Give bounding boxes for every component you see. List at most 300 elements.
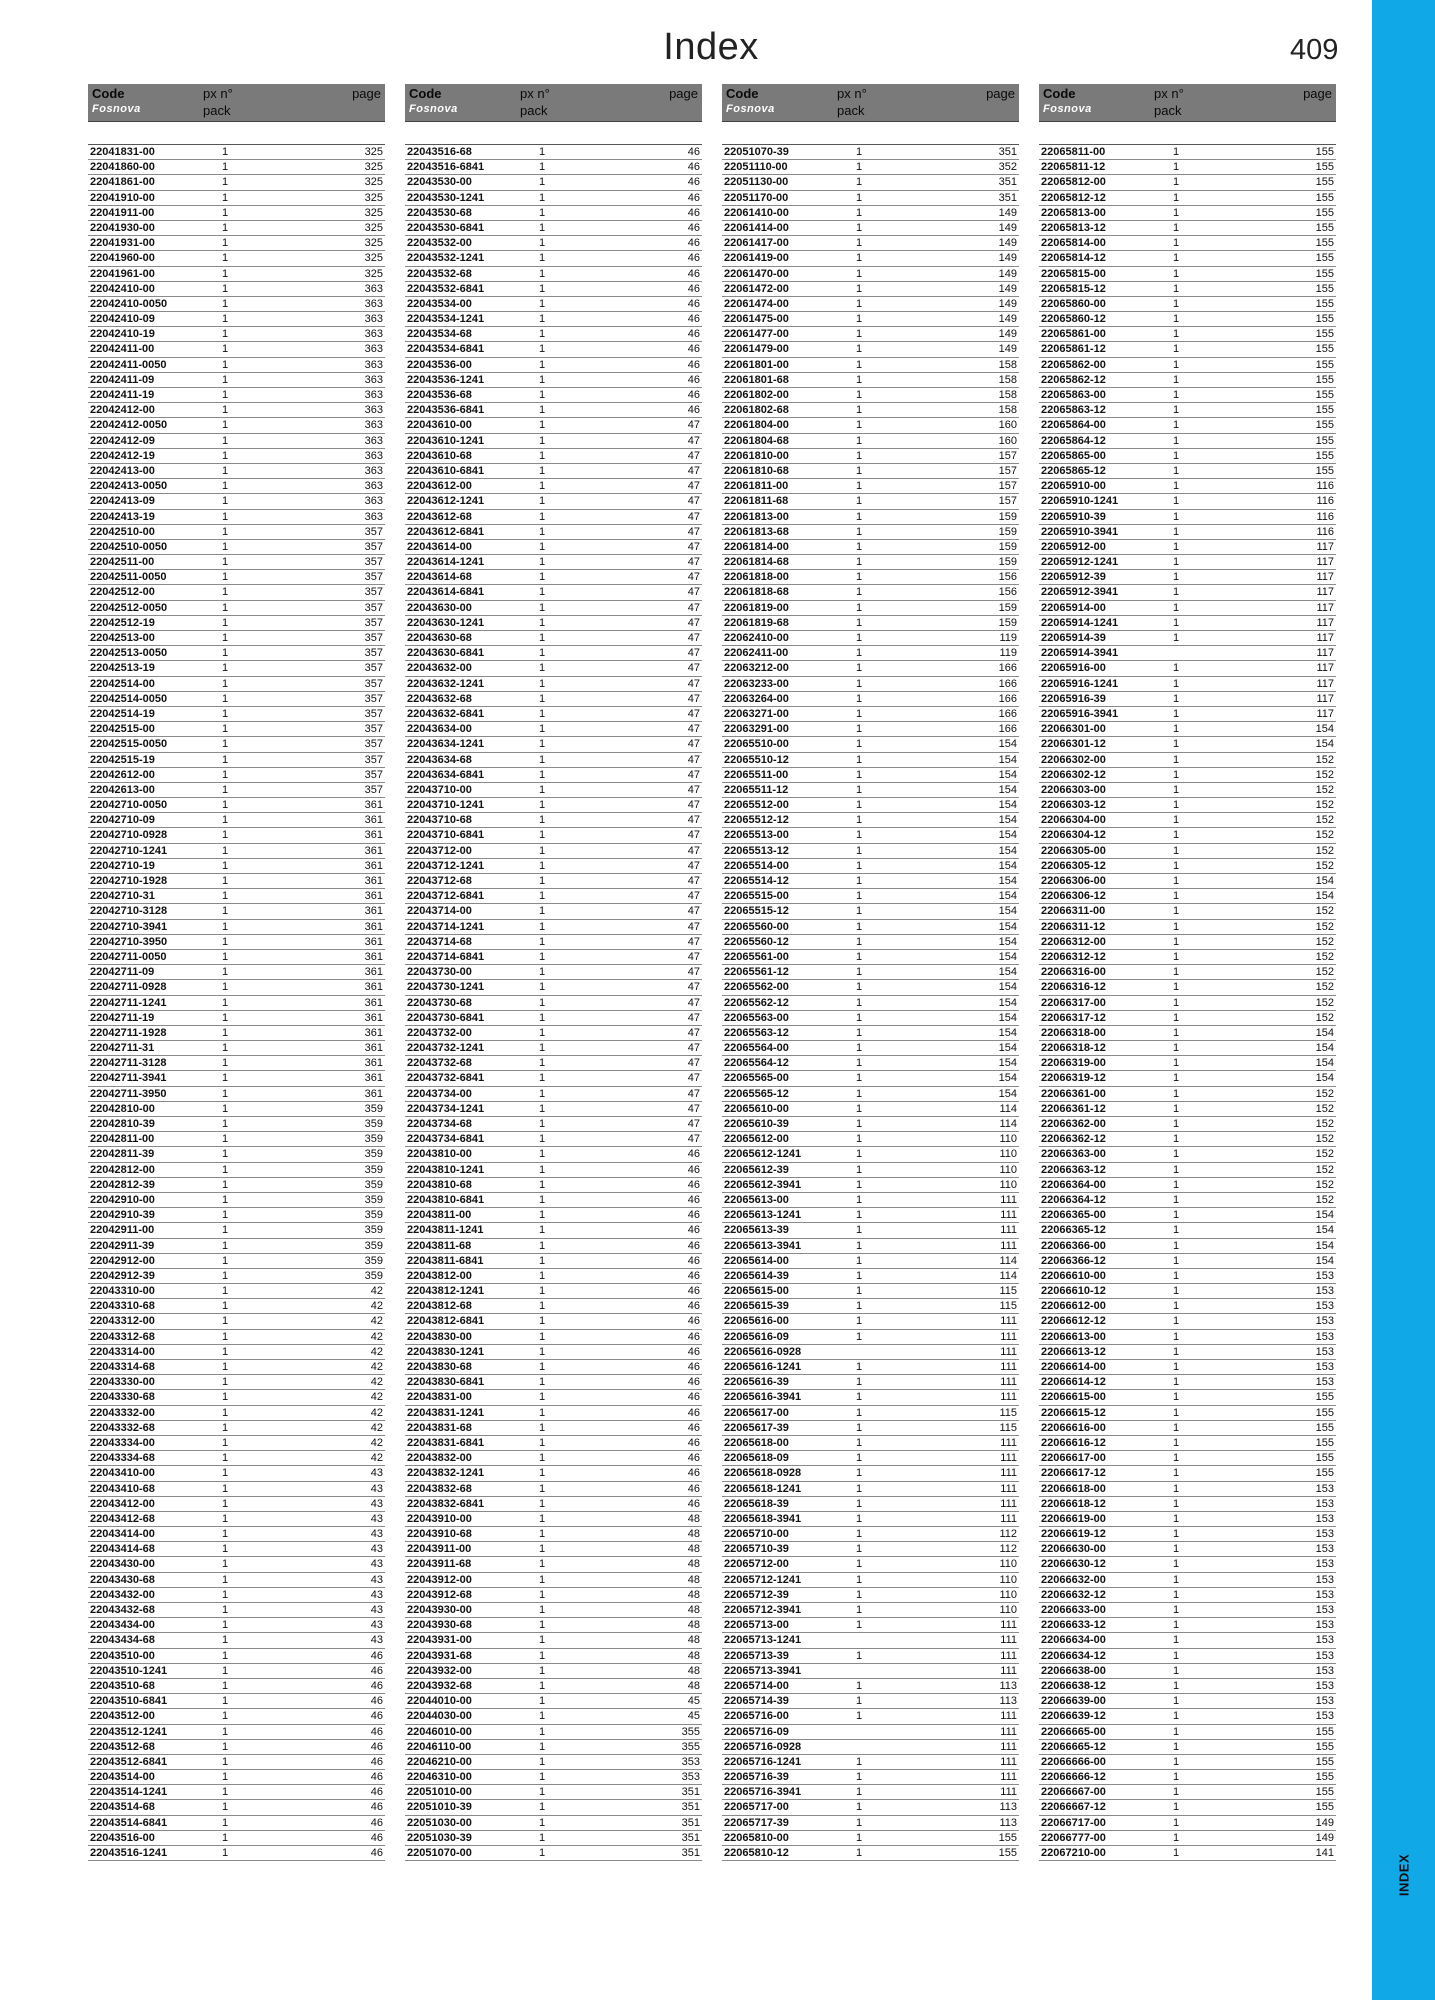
product-code: 22043712-6841 — [407, 890, 485, 903]
product-code: 22065617-00 — [724, 1406, 789, 1419]
page-ref: 47 — [687, 1133, 700, 1146]
page-ref: 154 — [998, 1072, 1017, 1085]
index-row — [1039, 327, 1336, 342]
pack-header: pack — [1154, 103, 1182, 118]
product-code: 22043910-00 — [407, 1512, 472, 1525]
index-row — [405, 1071, 702, 1086]
pack-quantity: 1 — [539, 525, 546, 538]
product-code: 22043536-1241 — [407, 373, 485, 386]
page-ref: 47 — [687, 1057, 700, 1070]
product-code: 22061814-68 — [724, 556, 789, 569]
pack-quantity: 1 — [539, 495, 546, 508]
pack-quantity: 1 — [539, 1148, 546, 1161]
product-code: 22043614-1241 — [407, 556, 485, 569]
pack-quantity: 1 — [222, 525, 229, 538]
index-row — [722, 920, 1019, 935]
index-row — [1039, 1633, 1336, 1648]
index-row — [405, 1117, 702, 1132]
page-ref: 46 — [687, 1406, 700, 1419]
product-code: 22042912-39 — [90, 1269, 155, 1282]
page-ref: 111 — [1000, 1193, 1017, 1206]
page-ref: 117 — [1316, 662, 1334, 675]
product-code: 22042512-00 — [90, 586, 155, 599]
pack-quantity: 1 — [222, 768, 229, 781]
pack-quantity: 1 — [1173, 1740, 1180, 1753]
index-row — [1039, 1178, 1336, 1193]
index-row — [722, 342, 1019, 357]
index-row — [722, 1466, 1019, 1481]
index-row — [1039, 1755, 1336, 1770]
index-row — [88, 1087, 385, 1102]
pack-quantity: 1 — [539, 1391, 546, 1404]
product-code: 22066306-00 — [1041, 875, 1106, 887]
pack-quantity: 1 — [1173, 935, 1180, 948]
pack-quantity: 1 — [222, 540, 229, 553]
product-code: 22043312-00 — [90, 1315, 155, 1328]
page-ref: 47 — [687, 1102, 700, 1115]
product-code: 22051070-00 — [407, 1847, 472, 1859]
pack-quantity: 1 — [539, 586, 546, 599]
index-row — [722, 768, 1019, 783]
index-row — [1039, 859, 1336, 874]
product-code: 22066361-12 — [1041, 1102, 1106, 1115]
index-row — [722, 373, 1019, 388]
pack-quantity: 1 — [222, 571, 229, 584]
page-ref: 46 — [687, 146, 700, 158]
pack-quantity: 1 — [1173, 525, 1180, 538]
pack-quantity: 1 — [539, 966, 546, 979]
product-code: 22061417-00 — [724, 237, 789, 250]
pack-quantity: 1 — [539, 1300, 546, 1313]
index-row — [88, 342, 385, 357]
product-code: 22043732-6841 — [407, 1072, 485, 1085]
product-code: 22043514-00 — [90, 1771, 155, 1784]
pack-quantity: 1 — [856, 950, 863, 963]
product-code: 22065814-12 — [1041, 252, 1106, 265]
pack-quantity: 1 — [222, 950, 229, 963]
pack-quantity: 1 — [856, 586, 863, 599]
index-row — [1039, 1527, 1336, 1542]
page-ref: 157 — [998, 449, 1017, 462]
product-code: 22043516-00 — [90, 1831, 155, 1844]
pack-quantity: 1 — [856, 495, 863, 508]
product-code: 22043330-00 — [90, 1376, 155, 1389]
page-ref: 149 — [998, 221, 1017, 234]
page-ref: 154 — [998, 1011, 1017, 1024]
pack-quantity: 1 — [856, 1467, 863, 1480]
pack-quantity: 1 — [856, 814, 863, 827]
index-row — [722, 1846, 1019, 1861]
page-ref: 111 — [1000, 1740, 1017, 1753]
pack-quantity: 1 — [1173, 1254, 1180, 1267]
pack-quantity: 1 — [856, 1543, 863, 1556]
index-row — [405, 1573, 702, 1588]
product-code: 22042710-3950 — [90, 935, 168, 948]
pack-quantity: 1 — [856, 1695, 863, 1708]
product-code: 22042911-00 — [90, 1224, 155, 1237]
pack-quantity: 1 — [856, 783, 863, 796]
pack-quantity: 1 — [856, 1072, 863, 1085]
page-ref: 359 — [364, 1133, 383, 1146]
index-row — [405, 1740, 702, 1755]
product-code: 22065713-1241 — [724, 1634, 802, 1647]
pack-quantity: 1 — [856, 1497, 863, 1510]
page-ref: 359 — [364, 1102, 383, 1115]
index-row — [405, 768, 702, 783]
index-row — [722, 221, 1019, 236]
page-ref: 111 — [1000, 1315, 1017, 1328]
pack-quantity: 1 — [856, 480, 863, 493]
page-ref: 46 — [687, 1209, 700, 1222]
product-code: 22051110-00 — [724, 161, 788, 174]
product-code: 22042514-0050 — [90, 692, 168, 705]
index-row — [722, 191, 1019, 206]
code-header: Code — [1043, 86, 1076, 101]
product-code: 22066777-00 — [1041, 1831, 1106, 1844]
page-ref: 47 — [687, 935, 700, 948]
product-code: 22043430-68 — [90, 1573, 155, 1586]
product-code: 22041910-00 — [90, 191, 155, 204]
page-ref: 111 — [1000, 1209, 1017, 1222]
product-code: 22041960-00 — [90, 252, 155, 265]
product-code: 22042411-19 — [90, 389, 155, 401]
product-code: 22061819-00 — [724, 601, 789, 614]
pack-quantity: 1 — [856, 1771, 863, 1784]
index-row — [722, 1071, 1019, 1086]
pack-quantity: 1 — [222, 1755, 229, 1768]
pack-quantity: 1 — [1173, 267, 1180, 280]
index-row — [405, 175, 702, 190]
page-ref: 117 — [1316, 692, 1334, 705]
product-code: 22065811-12 — [1041, 161, 1106, 174]
index-row — [405, 464, 702, 479]
pack-quantity: 1 — [1173, 799, 1180, 812]
product-code: 22065714-00 — [724, 1679, 789, 1692]
pack-quantity: 1 — [222, 1467, 229, 1480]
index-row — [88, 935, 385, 950]
pack-quantity: 1 — [1173, 1376, 1180, 1389]
page-ref: 155 — [1315, 1801, 1334, 1814]
product-code: 22065618-39 — [724, 1497, 789, 1510]
product-code: 22065613-39 — [724, 1224, 789, 1237]
pack-quantity: 1 — [1173, 404, 1180, 417]
index-row — [722, 525, 1019, 540]
page-ref: 152 — [1315, 966, 1334, 979]
pack-quantity: 1 — [539, 419, 546, 432]
product-code: 22043634-1241 — [407, 738, 485, 751]
page-ref: 47 — [687, 1072, 700, 1085]
index-row — [405, 1618, 702, 1633]
pack-quantity: 1 — [222, 1391, 229, 1404]
product-code: 22043610-68 — [407, 449, 472, 462]
index-row — [405, 160, 702, 175]
page-ref: 158 — [998, 358, 1017, 371]
pack-quantity: 1 — [222, 1042, 229, 1055]
index-row — [88, 1041, 385, 1056]
page-ref: 42 — [370, 1376, 383, 1389]
index-row — [1039, 1664, 1336, 1679]
pack-quantity: 1 — [222, 267, 229, 280]
page-ref: 363 — [364, 343, 383, 356]
product-code: 22043710-1241 — [407, 799, 485, 812]
page-ref: 155 — [1315, 1467, 1334, 1480]
page-ref: 363 — [364, 510, 383, 523]
pack-quantity: 1 — [1173, 1604, 1180, 1616]
page-ref: 351 — [681, 1816, 700, 1829]
page-ref: 155 — [1315, 1771, 1334, 1784]
page-ref: 48 — [687, 1634, 700, 1647]
page-ref: 152 — [1315, 905, 1334, 918]
pack-quantity: 1 — [856, 1649, 863, 1662]
page-ref: 43 — [370, 1588, 383, 1601]
index-row — [405, 327, 702, 342]
page-ref: 111 — [1000, 1224, 1017, 1237]
page-ref: 152 — [1315, 799, 1334, 812]
pack-quantity: 1 — [539, 996, 546, 1009]
index-row — [722, 1557, 1019, 1572]
product-code: 22065610-39 — [724, 1118, 789, 1130]
page-ref: 154 — [1315, 1224, 1334, 1237]
product-code: 22043614-6841 — [407, 586, 485, 599]
pack-quantity: 1 — [1173, 464, 1180, 477]
page-ref: 111 — [1000, 1482, 1017, 1495]
pack-quantity: 1 — [856, 920, 863, 933]
product-code: 22043810-1241 — [407, 1163, 485, 1176]
index-row — [722, 510, 1019, 525]
page-ref: 154 — [1315, 723, 1334, 736]
pack-header: pack — [203, 103, 231, 118]
product-code: 22043534-00 — [407, 297, 472, 310]
pack-quantity: 1 — [856, 1831, 863, 1844]
index-row — [88, 1542, 385, 1557]
index-row — [405, 1603, 702, 1618]
product-code: 22051030-00 — [407, 1816, 472, 1829]
index-row — [405, 661, 702, 676]
product-code: 22066665-12 — [1041, 1740, 1106, 1753]
product-code: 22065713-39 — [724, 1649, 789, 1662]
pack-quantity: 1 — [222, 1254, 229, 1267]
pack-quantity: 1 — [856, 1710, 863, 1723]
brand-logo: Fosnova — [409, 103, 458, 115]
product-code: 22043712-1241 — [407, 859, 485, 872]
page-ref: 154 — [998, 829, 1017, 842]
product-code: 22065513-00 — [724, 829, 789, 842]
product-code: 22042514-00 — [90, 677, 155, 690]
pack-quantity: 1 — [222, 1831, 229, 1844]
index-row — [88, 737, 385, 752]
index-row — [1039, 1390, 1336, 1405]
pack-quantity: 1 — [856, 161, 863, 174]
page-ref: 149 — [1315, 1816, 1334, 1829]
index-row — [722, 1482, 1019, 1497]
index-row — [722, 1679, 1019, 1694]
page-ref: 46 — [687, 297, 700, 310]
page-ref: 155 — [1315, 343, 1334, 356]
pack-quantity: 1 — [1173, 1512, 1180, 1525]
page-ref: 363 — [364, 328, 383, 341]
index-row — [88, 1497, 385, 1512]
pack-quantity: 1 — [1173, 677, 1180, 690]
page-ref: 115 — [999, 1406, 1017, 1419]
page-ref: 111 — [1000, 1755, 1017, 1768]
px-header: px n° — [520, 86, 550, 101]
pack-quantity: 1 — [222, 890, 229, 903]
product-code: 22043536-00 — [407, 358, 472, 371]
index-row — [1039, 798, 1336, 813]
column-header — [88, 84, 385, 122]
pack-quantity: 1 — [1173, 996, 1180, 1009]
page-ref: 47 — [687, 464, 700, 477]
pack-quantity: 1 — [539, 434, 546, 447]
pack-quantity: 1 — [222, 966, 229, 979]
page-ref: 153 — [1315, 1679, 1334, 1692]
page-ref: 155 — [1315, 358, 1334, 371]
index-row — [1039, 722, 1336, 737]
index-row — [405, 1770, 702, 1785]
index-row — [1039, 585, 1336, 600]
page-ref: 361 — [364, 799, 383, 812]
product-code: 22042812-00 — [90, 1163, 155, 1176]
page-ref: 155 — [1315, 373, 1334, 386]
pack-quantity: 1 — [1173, 495, 1180, 508]
pack-quantity: 1 — [1173, 1664, 1180, 1677]
index-rows — [1039, 144, 1336, 1861]
product-code: 22065564-12 — [724, 1057, 789, 1070]
page-ref: 359 — [364, 1224, 383, 1237]
page-ref: 154 — [998, 768, 1017, 781]
product-code: 22066301-12 — [1041, 738, 1106, 751]
product-code: 22066634-00 — [1041, 1634, 1106, 1647]
product-code: 22043510-00 — [90, 1649, 155, 1662]
product-code: 22066633-12 — [1041, 1619, 1106, 1632]
pack-quantity: 1 — [1173, 1026, 1180, 1039]
page-ref: 154 — [1315, 738, 1334, 751]
pack-quantity: 1 — [222, 1497, 229, 1510]
pack-quantity: 1 — [856, 404, 863, 417]
page-ref: 155 — [1315, 146, 1334, 158]
index-row — [405, 828, 702, 843]
page-ref: 110 — [999, 1588, 1017, 1601]
product-code: 22051010-39 — [407, 1801, 472, 1814]
page-ref: 152 — [1315, 981, 1334, 994]
page-ref: 152 — [1315, 1011, 1334, 1024]
product-code: 22042710-1241 — [90, 844, 168, 857]
page-ref: 166 — [998, 662, 1017, 675]
page-ref: 46 — [687, 1178, 700, 1191]
product-code: 22043612-1241 — [407, 495, 485, 508]
pack-quantity: 1 — [222, 1330, 229, 1343]
page-ref: 47 — [687, 1118, 700, 1130]
index-row — [88, 1633, 385, 1648]
pack-quantity: 1 — [856, 1118, 863, 1130]
pack-quantity: 1 — [539, 237, 546, 250]
pack-quantity: 1 — [1173, 920, 1180, 933]
page-ref: 155 — [1315, 1755, 1334, 1768]
product-code: 22042710-1928 — [90, 875, 168, 887]
page-ref: 47 — [687, 950, 700, 963]
pack-quantity: 1 — [222, 1528, 229, 1541]
pack-quantity: 1 — [222, 753, 229, 766]
pack-quantity: 1 — [222, 358, 229, 371]
pack-quantity: 1 — [539, 935, 546, 948]
page-ref: 111 — [1000, 1649, 1017, 1662]
pack-quantity: 1 — [222, 1026, 229, 1039]
index-row — [1039, 889, 1336, 904]
product-code: 22063271-00 — [724, 707, 789, 720]
product-code: 22063212-00 — [724, 662, 789, 675]
product-code: 22043534-68 — [407, 328, 472, 341]
product-code: 22043434-68 — [90, 1634, 155, 1647]
index-row — [88, 1223, 385, 1238]
index-row — [1039, 980, 1336, 995]
pack-quantity: 1 — [539, 616, 546, 629]
page-ref: 46 — [687, 282, 700, 295]
pack-quantity: 1 — [856, 1801, 863, 1814]
pack-quantity: 1 — [222, 616, 229, 629]
product-code: 22043512-1241 — [90, 1725, 168, 1738]
index-column-4 — [1039, 84, 1336, 1861]
index-row — [88, 965, 385, 980]
page-ref: 155 — [1315, 434, 1334, 447]
pack-quantity: 1 — [222, 905, 229, 918]
page-ref: 357 — [364, 540, 383, 553]
product-code: 22065814-00 — [1041, 237, 1106, 250]
product-code: 22043931-68 — [407, 1649, 472, 1662]
index-row — [1039, 1846, 1336, 1861]
index-row — [1039, 1831, 1336, 1846]
index-row — [405, 1147, 702, 1162]
pack-quantity: 1 — [1173, 1315, 1180, 1328]
index-row — [722, 206, 1019, 221]
index-row — [722, 1542, 1019, 1557]
pack-quantity: 1 — [856, 146, 863, 158]
product-code: 22042711-1241 — [90, 996, 167, 1009]
pack-quantity: 1 — [222, 1315, 229, 1328]
index-row — [405, 1056, 702, 1071]
pack-quantity: 1 — [222, 723, 229, 736]
product-code: 22043732-68 — [407, 1057, 472, 1070]
index-row — [1039, 175, 1336, 190]
index-row — [1039, 1147, 1336, 1162]
product-code: 22043512-68 — [90, 1740, 155, 1753]
product-code: 22061419-00 — [724, 252, 789, 265]
page-ref: 357 — [364, 601, 383, 614]
product-code: 22043334-00 — [90, 1436, 155, 1449]
product-code: 22043516-68 — [407, 146, 472, 158]
index-row — [722, 1390, 1019, 1405]
page-ref: 156 — [998, 571, 1017, 584]
index-row — [1039, 449, 1336, 464]
index-row — [405, 996, 702, 1011]
page-ref: 111 — [1000, 1710, 1017, 1723]
page-ref: 152 — [1315, 1163, 1334, 1176]
index-row — [722, 1117, 1019, 1132]
page-ref: 47 — [687, 495, 700, 508]
pack-quantity: 1 — [539, 647, 546, 660]
product-code: 22043730-1241 — [407, 981, 485, 994]
product-code: 22043734-00 — [407, 1087, 472, 1100]
page-ref: 153 — [1315, 1345, 1334, 1358]
pack-quantity: 1 — [1173, 1558, 1180, 1571]
pack-quantity: 1 — [856, 723, 863, 736]
pack-quantity: 1 — [539, 191, 546, 204]
pack-quantity: 1 — [539, 313, 546, 326]
product-code: 22065560-12 — [724, 935, 789, 948]
index-row — [88, 1694, 385, 1709]
product-code: 22066630-12 — [1041, 1558, 1106, 1571]
index-row — [88, 889, 385, 904]
pack-quantity: 1 — [856, 1406, 863, 1419]
